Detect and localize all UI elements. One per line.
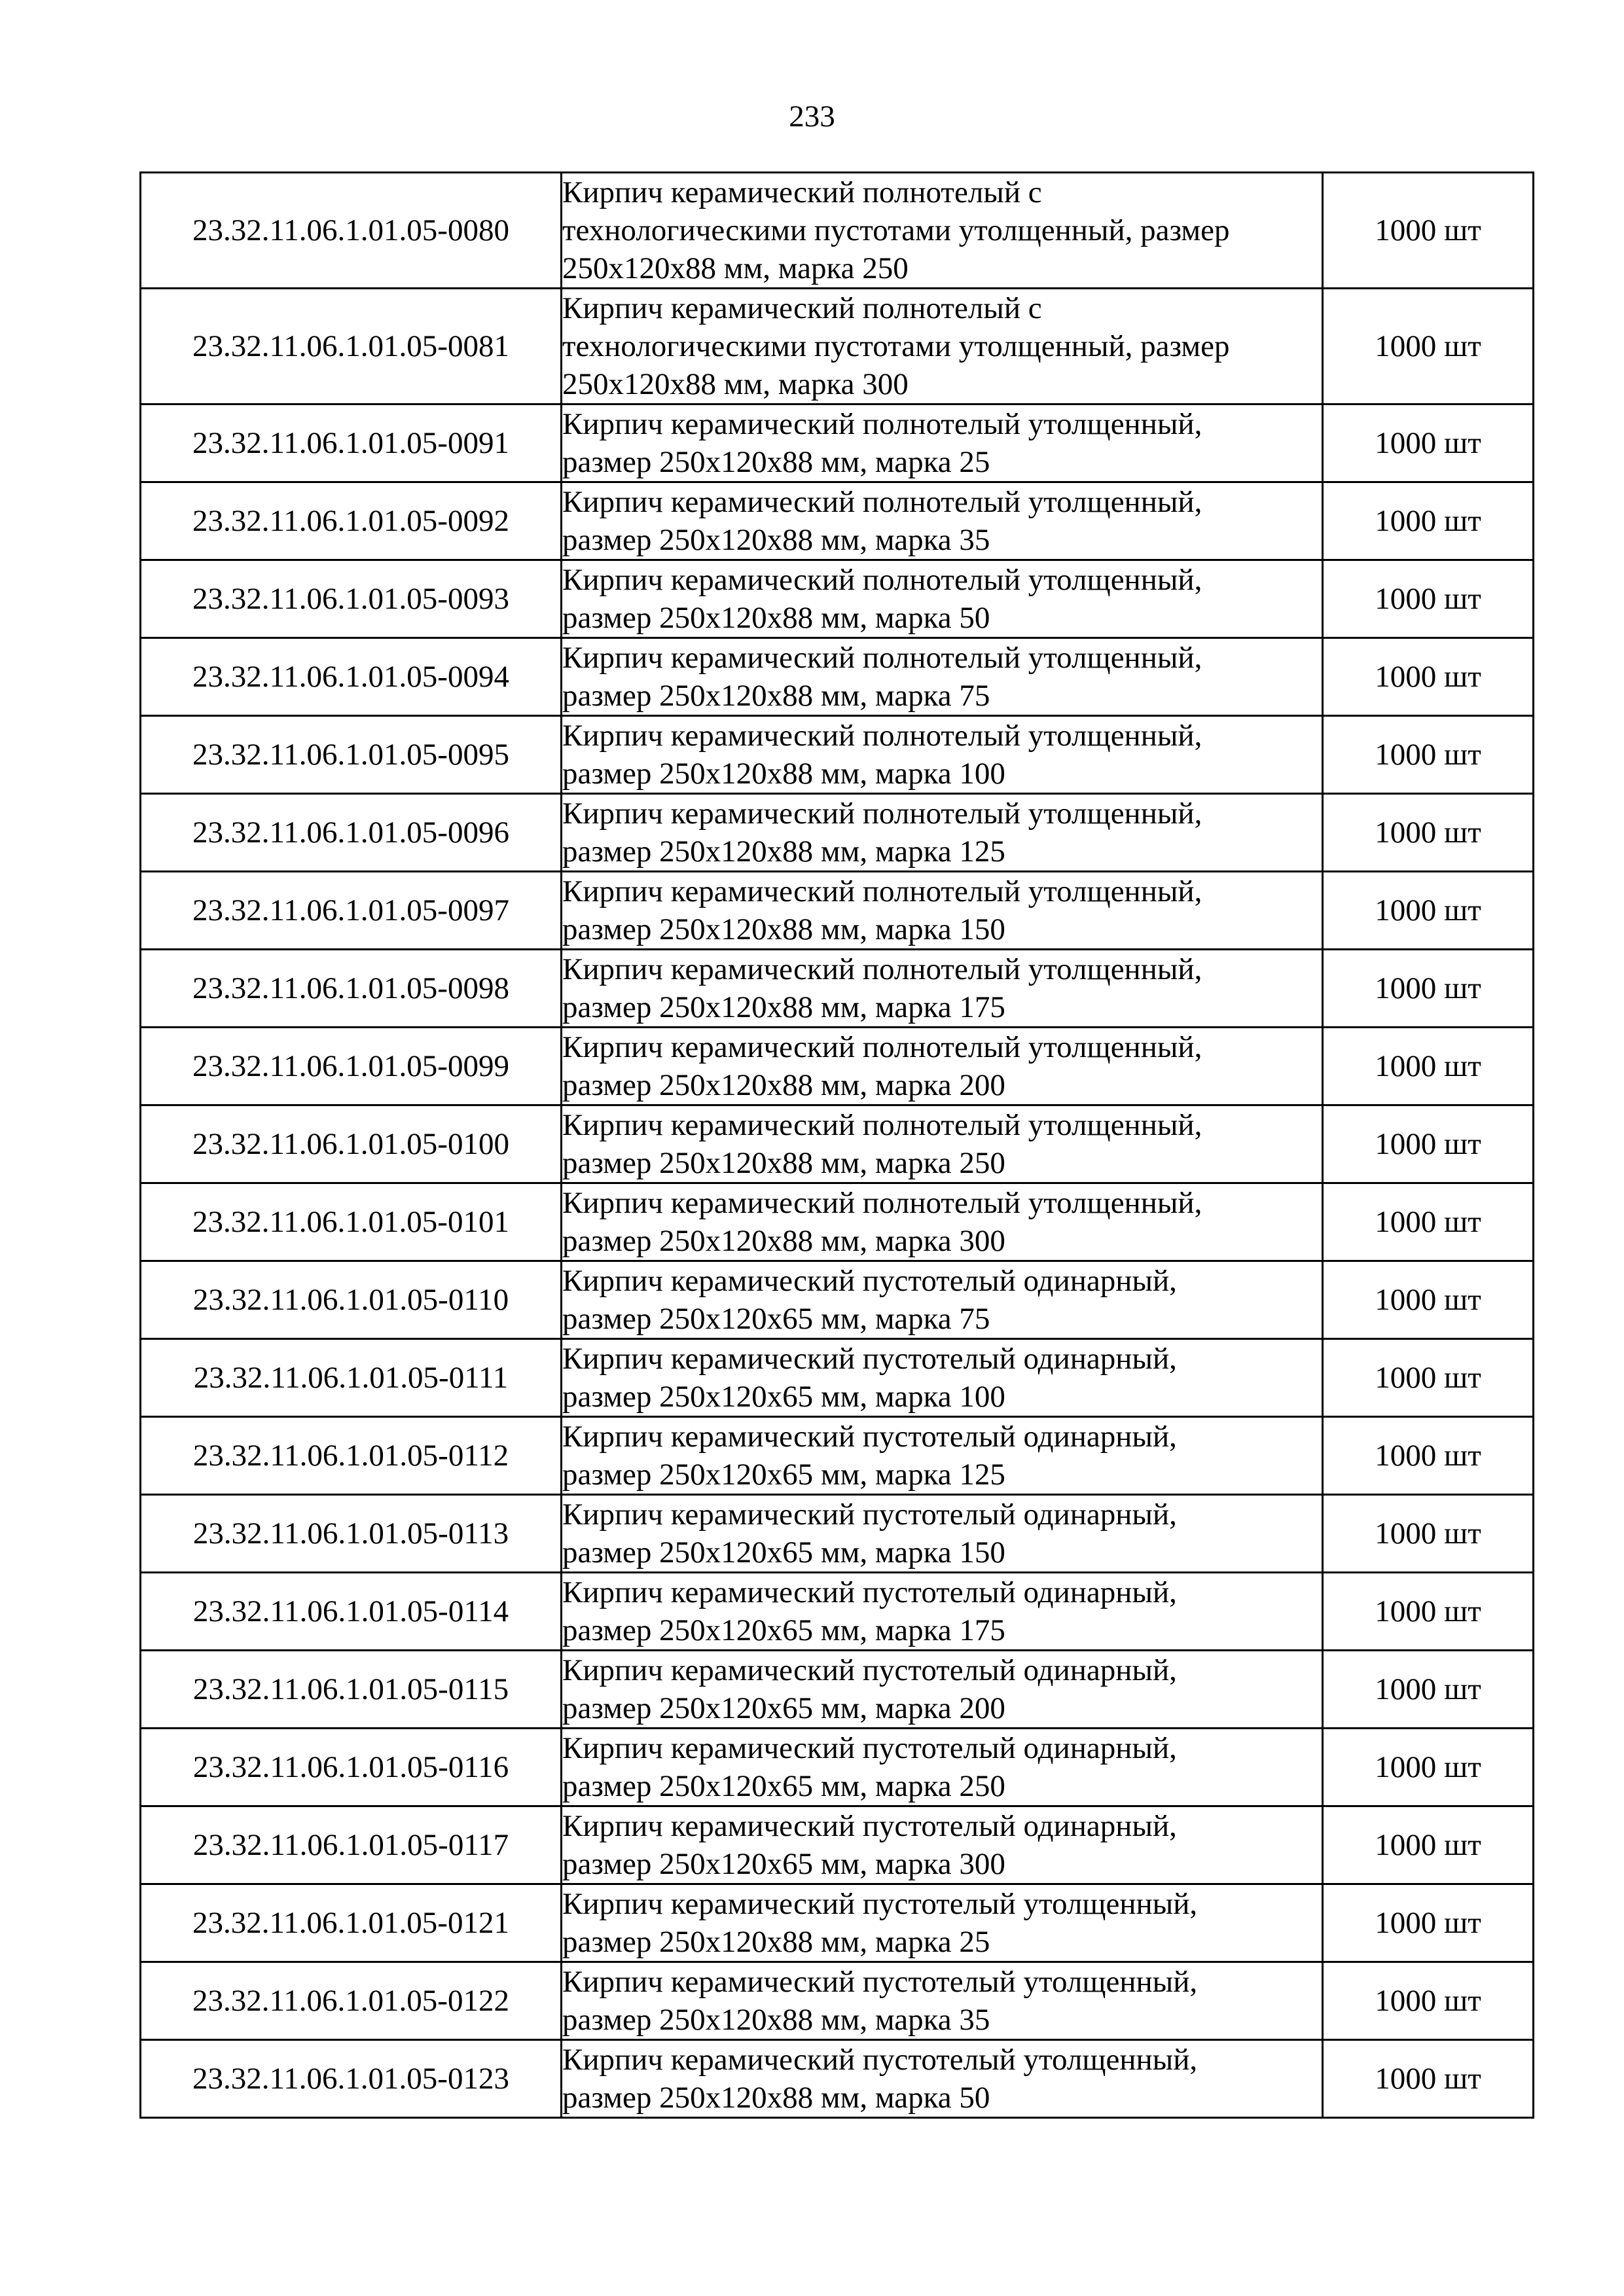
item-code: 23.32.11.06.1.01.05-0115 — [141, 1651, 562, 1729]
item-unit: 1000 шт — [1323, 1105, 1534, 1183]
item-description — [562, 1806, 1323, 1884]
description-line: Кирпич керамический полнотелый утолщенный, — [562, 952, 1202, 986]
item-unit: 1000 шт — [1323, 289, 1534, 404]
description-line: Кирпич керамический пустотелый одинарный, — [562, 1653, 1177, 1687]
table-row — [141, 1962, 1534, 2040]
item-description — [562, 1884, 1323, 1962]
item-description — [562, 1183, 1323, 1261]
table-row — [141, 1806, 1534, 1884]
item-description — [562, 1651, 1323, 1729]
item-code: 23.32.11.06.1.01.05-0091 — [141, 404, 562, 482]
item-unit: 1000 шт — [1323, 1806, 1534, 1884]
item-description — [562, 1417, 1323, 1495]
item-unit: 1000 шт — [1323, 1495, 1534, 1573]
item-description — [562, 1339, 1323, 1417]
item-unit: 1000 шт — [1323, 404, 1534, 482]
description-line: Кирпич керамический полнотелый с — [562, 291, 1042, 325]
item-description — [562, 716, 1323, 794]
item-unit: 1000 шт — [1323, 560, 1534, 638]
description-line: Кирпич керамический пустотелый утолщенный, — [562, 1965, 1198, 1999]
item-unit: 1000 шт — [1323, 872, 1534, 950]
table-row — [141, 1417, 1534, 1495]
table-row — [141, 1573, 1534, 1651]
table-row — [141, 716, 1534, 794]
item-code: 23.32.11.06.1.01.05-0099 — [141, 1028, 562, 1105]
item-unit: 1000 шт — [1323, 794, 1534, 872]
description-line: размер 250х120х88 мм, марка 75 — [562, 679, 990, 713]
description-line: Кирпич керамический пустотелый одинарный, — [562, 1420, 1177, 1454]
item-description — [562, 1105, 1323, 1183]
table-row — [141, 482, 1534, 560]
item-unit: 1000 шт — [1323, 716, 1534, 794]
description-line: размер 250х120х88 мм, марка 35 — [562, 523, 990, 557]
item-description — [562, 173, 1323, 289]
item-description — [562, 1028, 1323, 1105]
item-description — [562, 404, 1323, 482]
table-row — [141, 1884, 1534, 1962]
item-code: 23.32.11.06.1.01.05-0122 — [141, 1962, 562, 2040]
item-unit: 1000 шт — [1323, 638, 1534, 716]
table-row — [141, 872, 1534, 950]
item-description — [562, 289, 1323, 404]
description-line: размер 250х120х88 мм, марка 175 — [562, 990, 1005, 1024]
item-unit: 1000 шт — [1323, 173, 1534, 289]
item-code: 23.32.11.06.1.01.05-0114 — [141, 1573, 562, 1651]
item-code: 23.32.11.06.1.01.05-0117 — [141, 1806, 562, 1884]
item-description — [562, 872, 1323, 950]
description-line: Кирпич керамический полнотелый утолщенный, — [562, 1186, 1202, 1220]
description-line: размер 250х120х88 мм, марка 50 — [562, 601, 990, 635]
description-line: размер 250х120х88 мм, марка 50 — [562, 2081, 990, 2115]
table-row — [141, 1105, 1534, 1183]
item-description — [562, 560, 1323, 638]
item-code: 23.32.11.06.1.01.05-0116 — [141, 1729, 562, 1806]
table-row — [141, 404, 1534, 482]
table-row — [141, 1495, 1534, 1573]
description-line: Кирпич керамический полнотелый утолщенный, — [562, 1030, 1202, 1064]
description-line: размер 250х120х65 мм, марка 300 — [562, 1847, 1005, 1881]
item-description — [562, 794, 1323, 872]
item-code: 23.32.11.06.1.01.05-0081 — [141, 289, 562, 404]
description-line: размер 250х120х88 мм, марка 150 — [562, 912, 1005, 946]
item-description — [562, 638, 1323, 716]
item-code: 23.32.11.06.1.01.05-0094 — [141, 638, 562, 716]
description-line: размер 250х120х65 мм, марка 100 — [562, 1380, 1005, 1414]
description-line: размер 250х120х88 мм, марка 200 — [562, 1068, 1005, 1102]
description-line: Кирпич керамический пустотелый утолщенный, — [562, 1887, 1198, 1921]
description-line: Кирпич керамический полнотелый утолщенный, — [562, 1108, 1202, 1142]
item-unit: 1000 шт — [1323, 950, 1534, 1028]
item-code: 23.32.11.06.1.01.05-0123 — [141, 2040, 562, 2118]
item-code: 23.32.11.06.1.01.05-0113 — [141, 1495, 562, 1573]
description-line: технологическими пустотами утолщенный, размер — [562, 213, 1230, 247]
table-row — [141, 1183, 1534, 1261]
description-line: Кирпич керамический пустотелый утолщенный, — [562, 2043, 1198, 2077]
item-code: 23.32.11.06.1.01.05-0092 — [141, 482, 562, 560]
description-line: Кирпич керамический пустотелый одинарный, — [562, 1575, 1177, 1609]
description-line: Кирпич керамический полнотелый с — [562, 175, 1042, 209]
item-description — [562, 1495, 1323, 1573]
description-line: размер 250х120х88 мм, марка 25 — [562, 1925, 990, 1959]
description-line: Кирпич керамический пустотелый одинарный, — [562, 1731, 1177, 1765]
table-row — [141, 2040, 1534, 2118]
description-line: размер 250х120х88 мм, марка 300 — [562, 1224, 1005, 1258]
item-unit: 1000 шт — [1323, 482, 1534, 560]
item-description — [562, 1962, 1323, 2040]
item-unit: 1000 шт — [1323, 1339, 1534, 1417]
table-row — [141, 560, 1534, 638]
description-line: размер 250х120х88 мм, марка 250 — [562, 1146, 1005, 1180]
item-code: 23.32.11.06.1.01.05-0095 — [141, 716, 562, 794]
item-description — [562, 1261, 1323, 1339]
item-unit: 1000 шт — [1323, 1884, 1534, 1962]
item-unit: 1000 шт — [1323, 1183, 1534, 1261]
item-unit: 1000 шт — [1323, 1573, 1534, 1651]
description-line: Кирпич керамический пустотелый одинарный, — [562, 1498, 1177, 1532]
description-line: размер 250х120х88 мм, марка 125 — [562, 834, 1005, 869]
item-code: 23.32.11.06.1.01.05-0110 — [141, 1261, 562, 1339]
materials-table — [139, 171, 1534, 2119]
item-code: 23.32.11.06.1.01.05-0112 — [141, 1417, 562, 1495]
table-row — [141, 289, 1534, 404]
table-row — [141, 1729, 1534, 1806]
item-description — [562, 1573, 1323, 1651]
description-line: Кирпич керамический полнотелый утолщенный, — [562, 874, 1202, 908]
table-row — [141, 1651, 1534, 1729]
table-body — [141, 173, 1534, 2118]
table-row — [141, 794, 1534, 872]
description-line: размер 250х120х88 мм, марка 35 — [562, 2003, 990, 2037]
item-unit: 1000 шт — [1323, 1651, 1534, 1729]
item-code: 23.32.11.06.1.01.05-0100 — [141, 1105, 562, 1183]
description-line: Кирпич керамический полнотелый утолщенный, — [562, 797, 1202, 831]
item-unit: 1000 шт — [1323, 1028, 1534, 1105]
description-line: размер 250х120х65 мм, марка 200 — [562, 1691, 1005, 1725]
item-description — [562, 2040, 1323, 2118]
table-row — [141, 638, 1534, 716]
item-code: 23.32.11.06.1.01.05-0096 — [141, 794, 562, 872]
item-description — [562, 1729, 1323, 1806]
item-code: 23.32.11.06.1.01.05-0121 — [141, 1884, 562, 1962]
item-unit: 1000 шт — [1323, 1729, 1534, 1806]
item-unit: 1000 шт — [1323, 1417, 1534, 1495]
table-row — [141, 1339, 1534, 1417]
item-description — [562, 950, 1323, 1028]
description-line: размер 250х120х65 мм, марка 125 — [562, 1458, 1005, 1492]
description-line: Кирпич керамический полнотелый утолщенный, — [562, 641, 1202, 675]
description-line: размер 250х120х88 мм, марка 100 — [562, 757, 1005, 791]
description-line: Кирпич керамический пустотелый одинарный, — [562, 1342, 1177, 1376]
description-line: размер 250х120х88 мм, марка 25 — [562, 445, 990, 479]
item-unit: 1000 шт — [1323, 1261, 1534, 1339]
description-line: Кирпич керамический полнотелый утолщенный, — [562, 485, 1202, 519]
description-line: Кирпич керамический пустотелый одинарный, — [562, 1809, 1177, 1843]
table-row — [141, 173, 1534, 289]
description-line: Кирпич керамический пустотелый одинарный, — [562, 1264, 1177, 1298]
item-code: 23.32.11.06.1.01.05-0093 — [141, 560, 562, 638]
description-line: Кирпич керамический полнотелый утолщенный, — [562, 407, 1202, 441]
item-code: 23.32.11.06.1.01.05-0080 — [141, 173, 562, 289]
description-line: Кирпич керамический полнотелый утолщенный, — [562, 719, 1202, 753]
table-row — [141, 950, 1534, 1028]
description-line: размер 250х120х65 мм, марка 175 — [562, 1613, 1005, 1647]
table-row — [141, 1028, 1534, 1105]
description-line: размер 250х120х65 мм, марка 150 — [562, 1535, 1005, 1570]
table-row — [141, 1261, 1534, 1339]
item-code: 23.32.11.06.1.01.05-0101 — [141, 1183, 562, 1261]
item-code: 23.32.11.06.1.01.05-0097 — [141, 872, 562, 950]
item-code: 23.32.11.06.1.01.05-0098 — [141, 950, 562, 1028]
description-line: технологическими пустотами утолщенный, размер — [562, 329, 1230, 363]
item-code: 23.32.11.06.1.01.05-0111 — [141, 1339, 562, 1417]
description-line: Кирпич керамический полнотелый утолщенный, — [562, 563, 1202, 597]
description-line: 250х120х88 мм, марка 250 — [562, 251, 909, 285]
item-unit: 1000 шт — [1323, 1962, 1534, 2040]
description-line: 250х120х88 мм, марка 300 — [562, 367, 909, 401]
description-line: размер 250х120х65 мм, марка 75 — [562, 1302, 990, 1336]
description-line: размер 250х120х65 мм, марка 250 — [562, 1769, 1005, 1803]
item-unit: 1000 шт — [1323, 2040, 1534, 2118]
item-description — [562, 482, 1323, 560]
page-number: 233 — [789, 99, 835, 134]
